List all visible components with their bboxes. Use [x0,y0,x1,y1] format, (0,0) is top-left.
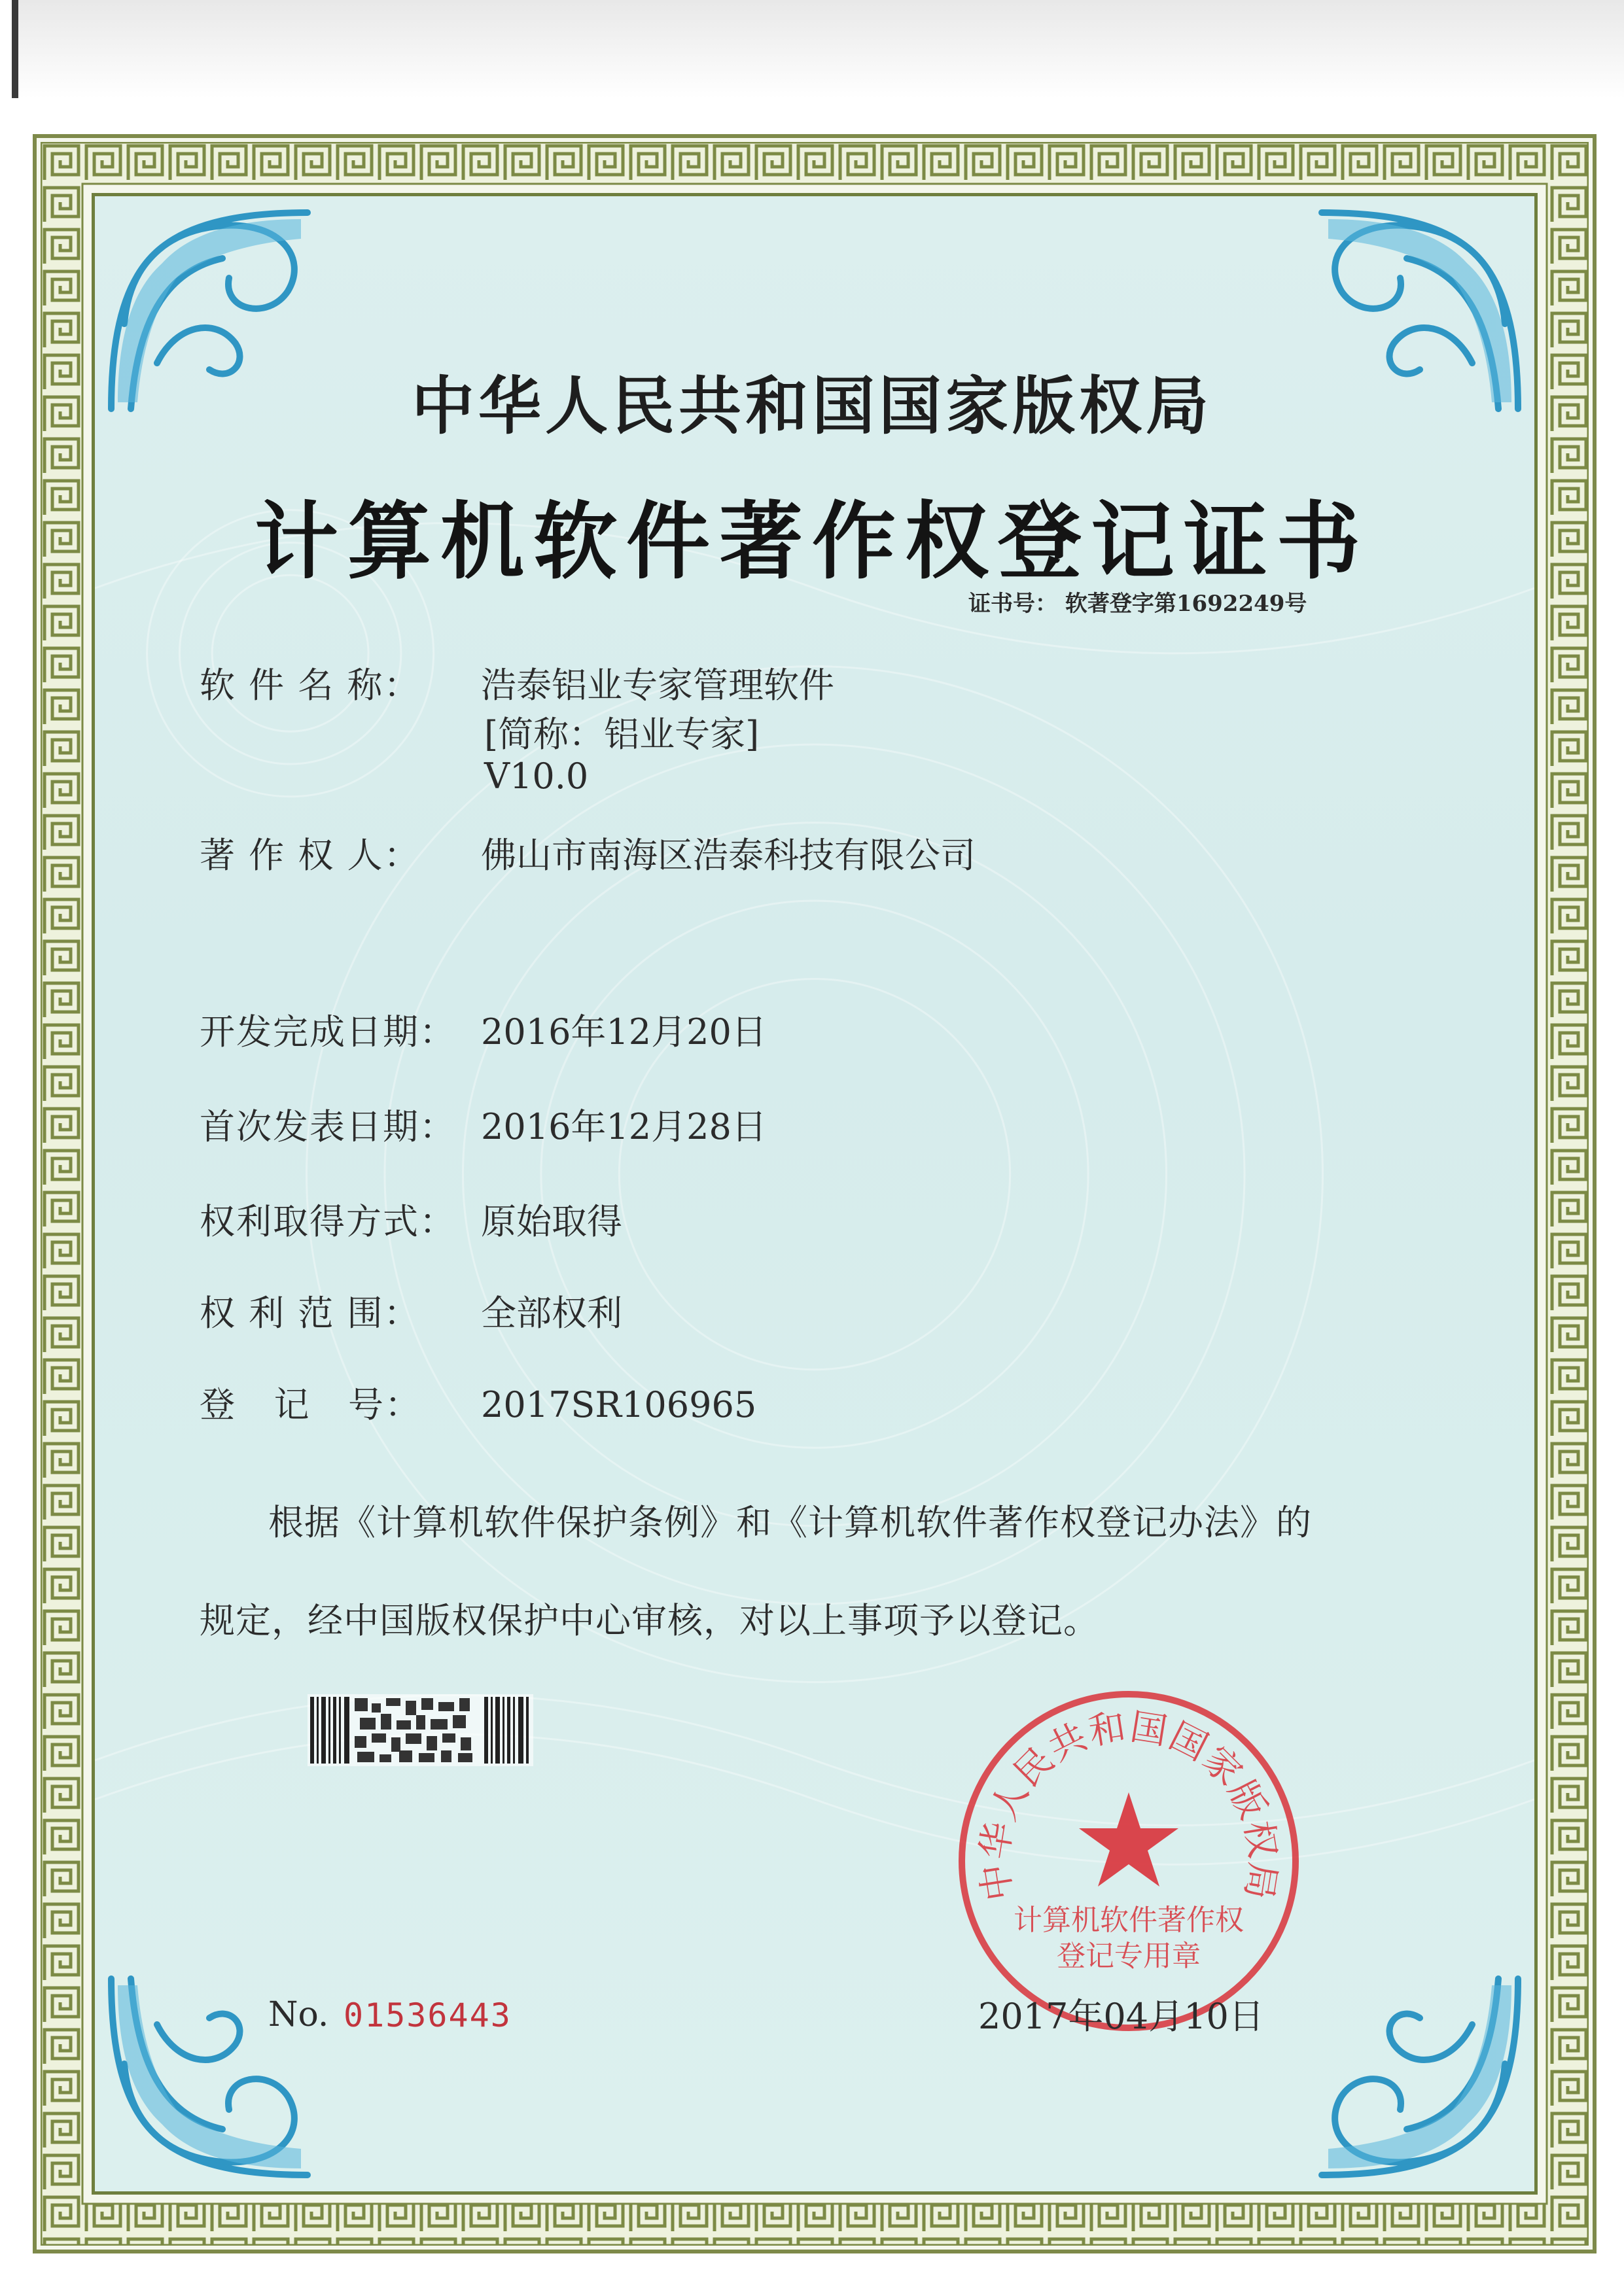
issuing-authority: 中华人民共和国国家版权局 [412,369,1212,443]
corner-ornament-bottom-right [1302,1959,1538,2195]
statement-line-1: 根据《计算机软件保护条例》和《计算机软件著作权登记办法》的 [268,1502,1312,1543]
field-rights-scope [200,1285,622,1336]
registration-number-value: 2017SR106965 [481,1384,757,1425]
corner-ornament-bottom-left [92,1959,327,2195]
field-rights-acquisition [200,1194,622,1244]
field-software-name [200,657,834,708]
statement-line-2: 规定，经中国版权保护中心审核，对以上事项予以登记。 [200,1600,1099,1641]
field-copyright-owner [200,827,976,878]
field-label: 首次发表日期： [200,1106,456,1147]
scan-edge-mark [12,0,18,98]
field-registration-number [200,1377,756,1427]
field-first-publication-date [200,1099,767,1149]
rights-acquisition-value: 原始取得 [481,1201,622,1242]
field-label: 权利取得方式： [200,1201,456,1242]
certificate-number: 证书号： 软著登字第1692249号 [968,591,1307,617]
software-version: V10.0 [484,756,589,797]
copyright-owner-value: 佛山市南海区浩泰科技有限公司 [481,835,976,876]
first-publication-date-value: 2016年12月28日 [481,1106,767,1147]
seal-inner-line-1: 计算机软件著作权 [1014,1904,1244,1937]
scan-top-margin [18,0,1624,98]
field-completion-date [200,1004,767,1054]
official-seal [952,1684,1305,2038]
issue-date: 2017年04月10日 [978,1996,1264,2037]
field-label: 登 记 号： [200,1384,421,1425]
seal-outer-text-path: 中华人民共和国国家版权局 [973,1705,1284,1904]
rights-scope-value: 全部权利 [481,1293,622,1334]
field-label: 著 作 权 人： [200,835,421,876]
software-name-value: 浩泰铝业专家管理软件 [481,665,834,706]
completion-date-value: 2016年12月20日 [481,1011,767,1052]
field-label: 软 件 名 称： [200,665,421,706]
field-label: 权 利 范 围： [200,1293,421,1334]
seal-inner-line-2: 登记专用章 [1057,1939,1201,1973]
certificate-title: 计算机软件著作权登记证书 [254,493,1369,591]
barcode-image [308,1694,533,1766]
software-short-name: [简称：铝业专家] [484,714,760,755]
field-label: 开发完成日期： [200,1011,456,1052]
serial-number-label: No. [268,1995,329,2034]
seal-star-icon [1079,1792,1178,1887]
serial-number-value: 01536443 [344,1996,512,2034]
